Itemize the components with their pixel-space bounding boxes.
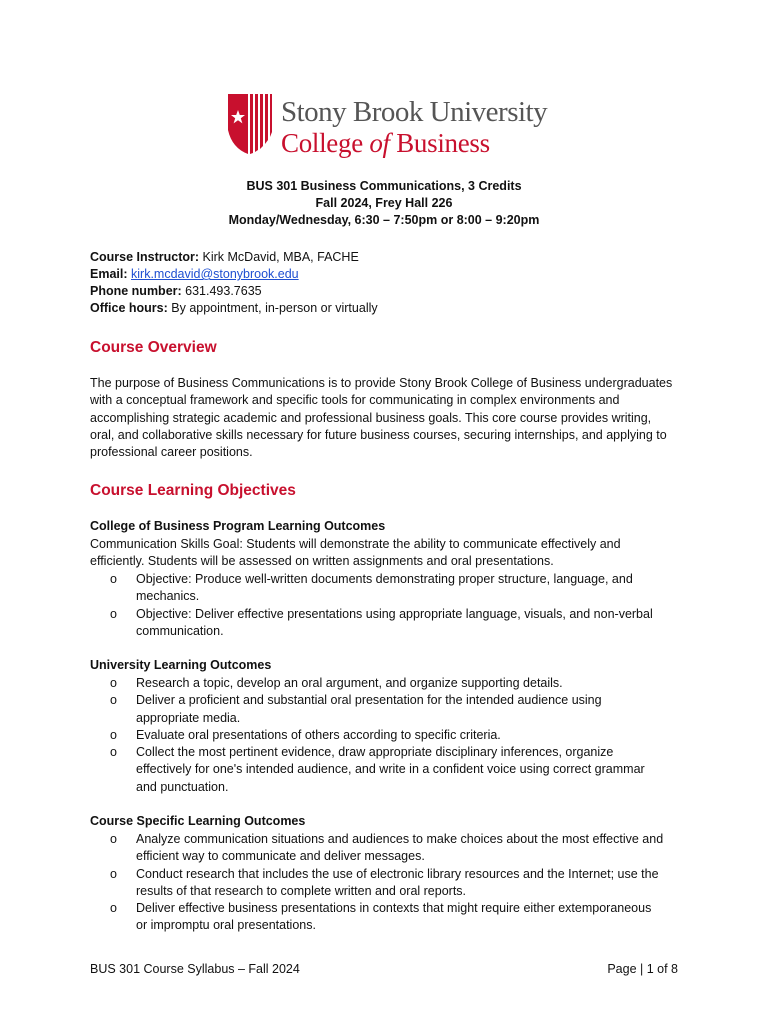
- university-name: Stony Brook University: [281, 96, 548, 128]
- list-item: o Analyze communication situations and audiences to make choices about the most effective and efficient way to communicate and deliver messages.: [110, 832, 664, 864]
- contact-block: [90, 249, 690, 317]
- seawolf-shield-icon: [226, 92, 274, 158]
- program-outcomes-intro: Communication Skills Goal: Students will demonstrate the ability to communicate effectively and efficiently. Students will be assessed on written assignments and oral presentations.: [90, 537, 621, 569]
- instructor-line: Course Instructor: Kirk McDavid, MBA, FACHE: [90, 250, 359, 264]
- list-item: o Objective: Produce well-written documents demonstrating proper structure, language, and mechanics.: [110, 572, 633, 604]
- course-term: Fall 2024, Frey Hall 226: [315, 196, 453, 210]
- learning-objectives-heading: Course Learning Objectives: [90, 482, 296, 499]
- course-specific-outcomes-title: Course Specific Learning Outcomes: [90, 814, 306, 828]
- email-link[interactable]: kirk.mcdavid@stonybrook.edu: [131, 267, 299, 281]
- course-title: BUS 301 Business Communications, 3 Credits: [246, 179, 522, 193]
- university-outcomes-title: University Learning Outcomes: [90, 658, 272, 672]
- course-overview-text: The purpose of Business Communications is to provide Stony Brook College of Business undergraduates with a conceptual framework and specific tools for communicating in complex environments and accomplishing strategic academic and professional business goals. This core course provides writing, oral, and collaborative skills necessary for future business courses, securing internships, and applying to professional career positions.: [90, 376, 673, 460]
- footer-page-number: Page | 1 of 8: [607, 962, 678, 976]
- course-schedule: Monday/Wednesday, 6:30 – 7:50pm or 8:00 – 9:20pm: [228, 213, 540, 227]
- list-item: o Research a topic, develop an oral argument, and organize supporting details.: [110, 676, 563, 690]
- course-overview-heading: Course Overview: [90, 339, 217, 356]
- office-hours-line: Office hours: By appointment, in-person or virtually: [90, 301, 378, 315]
- program-outcomes-title: College of Business Program Learning Outcomes: [90, 519, 386, 533]
- footer-course-label: BUS 301 Course Syllabus – Fall 2024: [90, 962, 300, 976]
- phone-line: Phone number: 631.493.7635: [90, 284, 262, 298]
- list-item: o Collect the most pertinent evidence, draw appropriate disciplinary inferences, organize effectively for one's intended audience, and write in a confident voice using correct grammar and punctuation.: [110, 745, 645, 794]
- list-item: o Evaluate oral presentations of others according to specific criteria.: [110, 727, 501, 742]
- list-item: o Deliver effective business presentations in contexts that might require either extemporaneous or impromptu oral presentations.: [110, 901, 652, 933]
- list-item: o Deliver a proficient and substantial oral presentation for the intended audience using appropriate media.: [110, 693, 602, 725]
- stony-brook-logo: [226, 92, 556, 164]
- course-specific-outcomes-list: [110, 831, 680, 935]
- program-outcomes-list: [110, 571, 680, 640]
- college-name: College of Business: [281, 128, 490, 158]
- list-item: o Conduct research that includes the use of electronic library resources and the Internet; use the results of that research to complete written and oral reports.: [110, 866, 659, 898]
- university-outcomes-list: [110, 675, 680, 796]
- email-line: Email: kirk.mcdavid@stonybrook.edu: [90, 267, 299, 281]
- list-item: o Objective: Deliver effective presentations using appropriate language, visuals, and non-verbal communication.: [110, 606, 653, 638]
